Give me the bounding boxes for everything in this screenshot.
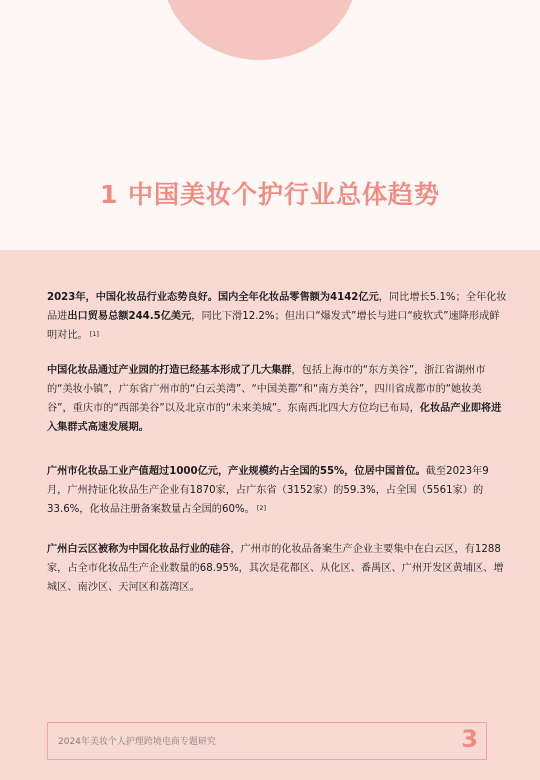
bold-text: 广州市化妆品工业产值超过1000亿元，产业规模约占全国的55%，位居中国首位。 (47, 466, 426, 477)
body-text: ，包括上海市的“东方美谷”，浙江省湖州市的“美妆小镇”，广东省广州市的“白云美湾”、“中国美都”和“南方美谷”，四川省成都市的“她妆美谷”，重庆市的“西部美谷”以及北京市的“未来美城”。东南西北四大方位均已布局， (47, 365, 486, 414)
body-text: ，同比增长5.1%；全年化妆品进 (47, 292, 507, 322)
bold-text: 出口贸易总额244.5亿美元 (67, 311, 192, 322)
body-text: ，广州市的化妆品备案生产企业主要集中在白云区，有1288家，占全市化妆品生产企业数量的68.95%，其次是花都区、从化区、番禺区、广州开发区黄埔区、增城区、南沙区、天河区和荔湾区。 (47, 544, 504, 593)
bold-text: 中国化妆品通过产业园的打造已经基本形成了几大集群 (47, 365, 292, 376)
body-text: ，同比下滑12.2%；但出口“爆发式”增长与进口“疲软式”速降形成鲜明对比。 (47, 311, 500, 341)
bold-text: 化妆品产业即将进入集群式高速发展期。 (47, 403, 502, 433)
reference-marker: [1] (89, 330, 99, 338)
content-area (0, 250, 540, 780)
header-area (0, 0, 540, 250)
section-title: 1 中国美妆个护行业总体趋势 (99, 180, 441, 209)
paragraph-guangzhou-output (47, 462, 507, 519)
paragraph-baiyun-district (47, 540, 507, 597)
decorative-circle (162, 0, 358, 60)
footer (47, 722, 487, 760)
paragraph-industry-clusters (47, 361, 507, 437)
body-text: 截至2023年9月，广州持证化妆品生产企业有1870家，占广东省（3152家）的59.3%，占全国（5561家）的33.6%，化妆品注册备案数量占全国的60%。 (47, 466, 489, 515)
footer-report-title: 2024年美妆个人护理跨境电商专题研究 (58, 737, 216, 747)
bold-text: 广州白云区被称为中国化妆品行业的硅谷 (47, 544, 231, 555)
page-number: 3 (461, 725, 478, 753)
bold-text: 2023年，中国化妆品行业态势良好。国内全年化妆品零售额为4142亿元 (47, 292, 379, 303)
reference-marker: [2] (256, 504, 267, 512)
paragraph-retail-overview (47, 288, 507, 345)
